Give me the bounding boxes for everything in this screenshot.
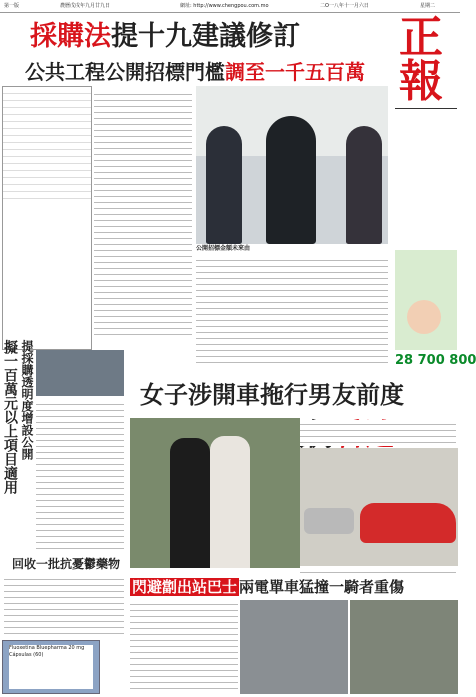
drug-package-photo: [2, 640, 100, 694]
sub-headline-black: 公共工程公開招標門檻: [25, 60, 225, 84]
side-headline-1: 擬一百萬元以上項目適用: [2, 340, 18, 494]
bus-accident-headline: [130, 575, 460, 599]
lead-story-headline: 女子涉開車拖行男友前度: [140, 380, 404, 409]
weekday: 星期二: [420, 3, 436, 9]
photo1-caption: 公開招標金額未來由: [196, 245, 251, 252]
accident-photo-2: [350, 600, 458, 694]
lunar-date: 農曆戊戌年九月廿九日: [60, 3, 111, 9]
article-text-column-4: [300, 420, 456, 446]
tender-table: [2, 86, 92, 350]
sub-headline: [0, 58, 390, 86]
main-headline-red: 採購法: [30, 21, 111, 52]
drug-article-text: [4, 575, 124, 637]
arrest-photo: [130, 418, 300, 568]
baby-image: [407, 300, 441, 334]
article-text-column-3: [36, 400, 124, 550]
website-link[interactable]: 網址: http://www.chengpou.com.mo: [180, 3, 269, 9]
newspaper-logo: 正報: [399, 12, 443, 107]
sub-headline-red: 調至一千五百萬: [225, 60, 365, 84]
accident-photo-1: [240, 600, 348, 694]
advertisement-box: [395, 250, 457, 350]
car-scene-photo: [300, 448, 458, 566]
side-headline-2: 提採購透明度增設公開: [20, 340, 34, 460]
press-conference-photo: [196, 86, 388, 244]
drug-recall-headline: 回收一批抗憂鬱藥物: [12, 557, 121, 571]
main-headline-black: 提十九建議修訂: [111, 21, 300, 52]
publication-date: 二O一八年十一月六日: [320, 3, 369, 9]
page-header-bar: [0, 0, 460, 13]
drug-label: Fluoxetina Bluepharma 20 mg Cápsulas (60): [9, 645, 93, 689]
meeting-photo: [36, 350, 124, 396]
main-headline: [30, 20, 360, 54]
article-text-column-1: [94, 90, 192, 340]
bus-accident-headline-black: 兩電單車猛撞一騎者重傷: [239, 578, 405, 596]
bus-article-text: [130, 600, 238, 694]
page-section: 第一版: [4, 3, 20, 9]
article-text-column-2: [196, 256, 388, 366]
phone-number: 28 700 800: [395, 353, 476, 368]
masthead-info-block: [395, 108, 457, 248]
phone-ad[interactable]: [395, 350, 476, 372]
masthead-info-text: [395, 112, 457, 242]
bus-accident-headline-red: 閃避劏出站巴士: [132, 578, 238, 596]
